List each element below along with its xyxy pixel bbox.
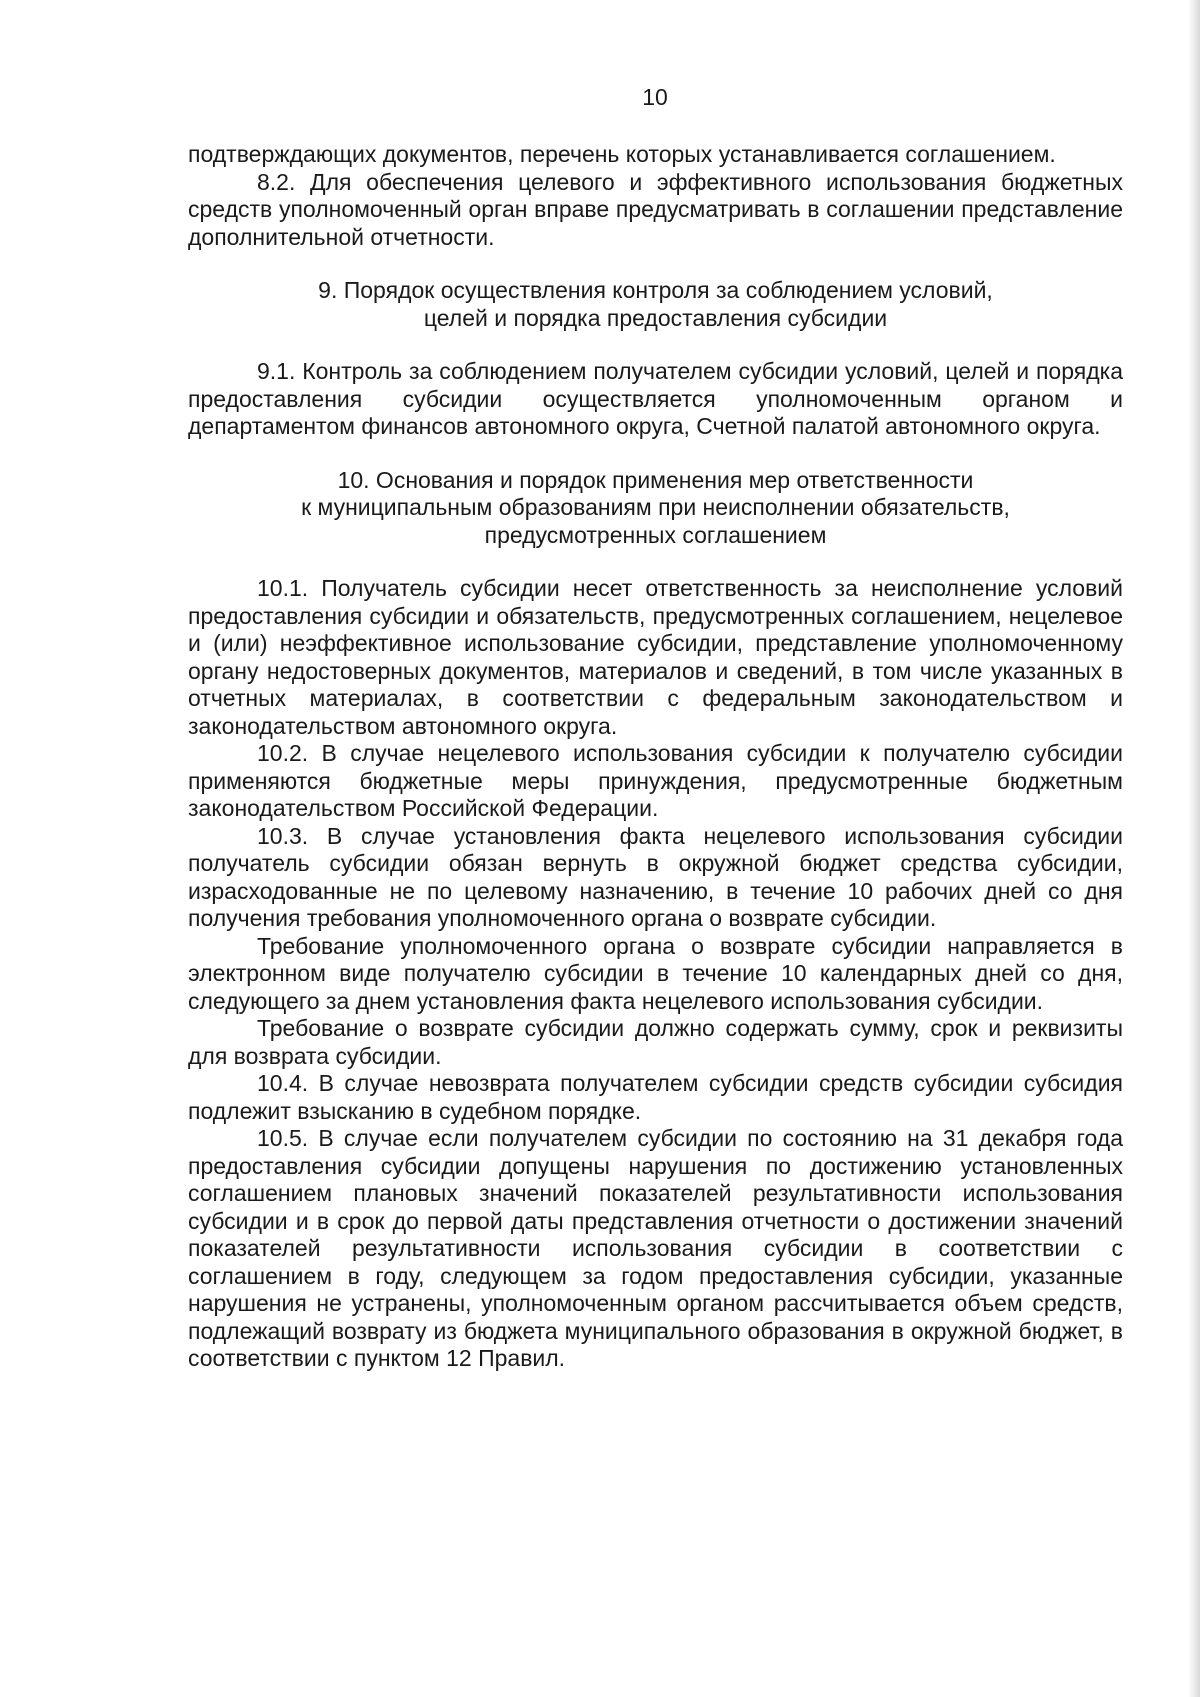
paragraph-10-3-demand: Требование уполномоченного органа о возврате субсидии направляется в электронном виде получателю субсидии в течение 10 календарных дней со дня, следующего за днем установления факта нецелевого использования субсидии. bbox=[188, 932, 1123, 1014]
paragraph-continuation: подтверждающих документов, перечень которых устанавливается соглашением. bbox=[188, 141, 1056, 167]
section-9-heading-line-2: целей и порядка предоставления субсидии bbox=[423, 304, 888, 331]
paragraph-10-3-demand-content: Требование о возврате субсидии должно содержать сумму, срок и реквизиты для возврата субсидии. bbox=[188, 1015, 1123, 1069]
spacer bbox=[188, 332, 1123, 358]
spacer bbox=[188, 251, 1123, 277]
paragraph-10-1: 10.1. Получатель субсидии несет ответственность за неисполнение условий предоставления субсидии и обязательств, предусмотренных соглашением, нецелевое и (или) неэффективное использование субсидии, представление уполномоченному органу недостоверных документов, материалов и сведений, в том числе указанных в отчетных материалах, в соответствии с федеральным законодательством и законодательством автономного округа. bbox=[188, 575, 1123, 739]
document-body bbox=[188, 141, 1123, 1373]
paragraph-10-4: 10.4. В случае невозврата получателем субсидии средств субсидии субсидия подлежит взысканию в судебном порядке. bbox=[188, 1070, 1123, 1124]
spacer bbox=[188, 441, 1123, 467]
section-10-heading-line-2: к муниципальным образованиям при неисполнении обязательств, bbox=[301, 494, 1010, 520]
paragraph-10-5: 10.5. В случае если получателем субсидии по состоянию на 31 декабря года предоставления субсидии допущены нарушения по достижению установленных соглашением плановых значений показателей результативности использования субсидии и в срок до первой даты представления отчетности о достижении значений показателей результативности использования субсидии в соответствии с соглашением в году, следующем за годом предоставления субсидии, указанные нарушения не устранены, уполномоченным органом рассчитывается объем средств, подлежащий возврату из бюджета муниципального образования в окружной бюджет, в соответствии с пунктом 12 Правил. bbox=[188, 1125, 1123, 1371]
section-10-heading-line-3: предусмотренных соглашением bbox=[484, 521, 827, 548]
paragraph-10-2: 10.2. В случае нецелевого использования субсидии к получателю субсидии применяются бюджетные меры принуждения, предусмотренные бюджетным законодательством Российской Федерации. bbox=[188, 740, 1123, 821]
paragraph-9-1: 9.1. Контроль за соблюдением получателем субсидии условий, целей и порядка предоставления субсидии осуществляется уполномоченным органом и департаментом финансов автономного округа, Счетной палатой автономного округа. bbox=[188, 358, 1123, 439]
spacer bbox=[188, 549, 1123, 575]
paragraph-8-2: 8.2. Для обеспечения целевого и эффективного использования бюджетных средств уполномоченный орган вправе предусматривать в соглашении представление дополнительной отчетности. bbox=[188, 168, 1123, 250]
section-10-heading-line-1: 10. Основания и порядок применения мер ответственности bbox=[337, 466, 974, 493]
page-edge-shadow bbox=[1188, 0, 1200, 1697]
page-number: 10 bbox=[642, 84, 668, 110]
paragraph-10-3: 10.3. В случае установления факта нецелевого использования субсидии получатель субсидии обязан вернуть в окружной бюджет средства субсидии, израсходованные не по целевому назначению, в течение 10 рабочих дней со дня получения требования уполномоченного органа о возврате субсидии. bbox=[188, 822, 1123, 931]
section-9-heading-line-1: 9. Порядок осуществления контроля за соблюдением условий, bbox=[318, 277, 993, 303]
